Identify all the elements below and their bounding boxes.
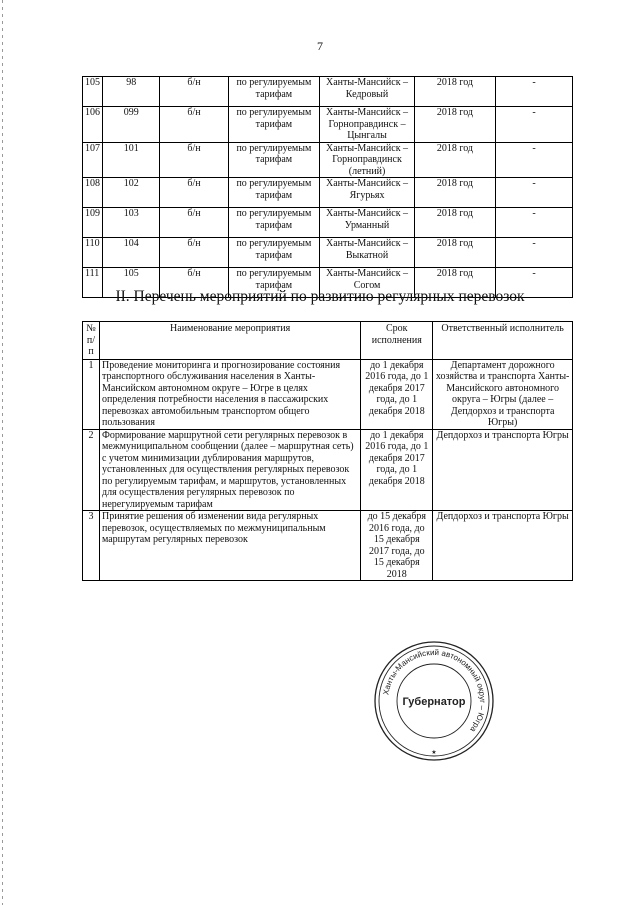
route-type: по регулируемым тарифам xyxy=(228,238,320,268)
route-name: Ханты-Мансийск – Урманный xyxy=(320,208,415,238)
measure-num: 2 xyxy=(83,429,100,511)
route-type: по регулируемым тарифам xyxy=(228,178,320,208)
section-title: II. Перечень мероприятий по развитию регулярных перевозок xyxy=(115,288,525,305)
measure-num: 3 xyxy=(83,511,100,581)
page-edge-line xyxy=(2,0,3,905)
route-year: 2018 год xyxy=(414,208,495,238)
measure-executor: Депдорхоз и транспорта Югры xyxy=(433,511,573,581)
seal-star: ★ xyxy=(431,750,437,756)
route-year: 2018 год xyxy=(414,178,495,208)
route-year: 2018 год xyxy=(414,268,495,298)
route-number: 101 xyxy=(103,142,160,178)
route-sign: б/н xyxy=(160,268,228,298)
measure-executor: Департамент дорожного хозяйства и транспорта Ханты-Мансийского автономного округа – Югры (далее – Депдорхоз и транспорта Югры) xyxy=(433,359,573,429)
route-note: - xyxy=(496,208,573,238)
measure-name: Проведение мониторинга и прогнозирование состояния транспортного обслуживания населения в Ханты-Мансийском автономном округе – Югре в целях определения потребности населения в пассажирских перевозках автомобильным транспортом общего пользования xyxy=(99,359,360,429)
route-number: 98 xyxy=(103,77,160,107)
route-year: 2018 год xyxy=(414,107,495,143)
route-index: 106 xyxy=(83,107,103,143)
route-type: по регулируемым тарифам xyxy=(228,268,320,298)
route-index: 109 xyxy=(83,208,103,238)
route-note: - xyxy=(496,238,573,268)
route-sign: б/н xyxy=(160,178,228,208)
route-index: 110 xyxy=(83,238,103,268)
route-type: по регулируемым тарифам xyxy=(228,107,320,143)
route-year: 2018 год xyxy=(414,238,495,268)
route-row xyxy=(83,77,573,107)
measure-term: до 1 декабря 2016 года, до 1 декабря 2017 года, до 1 декабря 2018 xyxy=(361,359,433,429)
route-name: Ханты-Мансийск – Кедровый xyxy=(320,77,415,107)
route-note: - xyxy=(496,142,573,178)
route-row xyxy=(83,208,573,238)
route-number: 104 xyxy=(103,238,160,268)
route-sign: б/н xyxy=(160,77,228,107)
governor-seal xyxy=(373,640,495,762)
route-number: 102 xyxy=(103,178,160,208)
route-name: Ханты-Мансийск – Горноправдинск – Цынгалы xyxy=(320,107,415,143)
route-number: 099 xyxy=(103,107,160,143)
route-name: Ханты-Мансийск – Ягурьях xyxy=(320,178,415,208)
route-type: по регулируемым тарифам xyxy=(228,142,320,178)
route-note: - xyxy=(496,178,573,208)
route-type: по регулируемым тарифам xyxy=(228,77,320,107)
seal-ring-text: Ханты-Мансийский автономный округ – Югра xyxy=(381,647,488,734)
measure-row xyxy=(83,359,573,429)
measures-table-body xyxy=(83,359,573,581)
measures-table xyxy=(82,321,573,581)
routes-table-body xyxy=(83,77,573,298)
route-name: Ханты-Мансийск – Согом xyxy=(320,268,415,298)
measure-name: Формирование маршрутной сети регулярных перевозок в межмуниципальном сообщении (далее – маршрутная сеть) с учетом минимизации дублирования маршрутов, установленных для осуществления регулярных перевозок по регулируемым тарифам, и маршрутов, установленных для осуществления регулярных перевозок по нерегулируемым тарифам xyxy=(99,429,360,511)
route-sign: б/н xyxy=(160,107,228,143)
route-index: 108 xyxy=(83,178,103,208)
page-number: 7 xyxy=(317,39,323,53)
header-name: Наименование мероприятия xyxy=(99,322,360,360)
route-note: - xyxy=(496,77,573,107)
header-term: Срок исполнения xyxy=(361,322,433,360)
measure-row xyxy=(83,429,573,511)
route-row xyxy=(83,178,573,208)
route-index: 111 xyxy=(83,268,103,298)
route-sign: б/н xyxy=(160,142,228,178)
route-note: - xyxy=(496,268,573,298)
route-index: 107 xyxy=(83,142,103,178)
measure-num: 1 xyxy=(83,359,100,429)
route-sign: б/н xyxy=(160,208,228,238)
route-name: Ханты-Мансийск – Горноправдинск (летний) xyxy=(320,142,415,178)
route-row xyxy=(83,142,573,178)
measure-row xyxy=(83,511,573,581)
measures-header-row xyxy=(83,322,573,360)
route-type: по регулируемым тарифам xyxy=(228,208,320,238)
route-number: 105 xyxy=(103,268,160,298)
measure-term: до 15 декабря 2016 года, до 15 декабря 2017 года, до 15 декабря 2018 xyxy=(361,511,433,581)
route-number: 103 xyxy=(103,208,160,238)
route-note: - xyxy=(496,107,573,143)
route-index: 105 xyxy=(83,77,103,107)
route-year: 2018 год xyxy=(414,142,495,178)
route-name: Ханты-Мансийск – Выкатной xyxy=(320,238,415,268)
measure-term: до 1 декабря 2016 года, до 1 декабря 2017 года, до 1 декабря 2018 xyxy=(361,429,433,511)
routes-table xyxy=(82,76,573,298)
measure-name: Принятие решения об изменении вида регулярных перевозок, осуществляемых по межмуниципальным маршрутам регулярных перевозок xyxy=(99,511,360,581)
seal-center-text: Губернатор xyxy=(402,696,466,708)
route-sign: б/н xyxy=(160,238,228,268)
measure-executor: Депдорхоз и транспорта Югры xyxy=(433,429,573,511)
header-executor: Ответственный исполнитель xyxy=(433,322,573,360)
route-row xyxy=(83,238,573,268)
route-year: 2018 год xyxy=(414,77,495,107)
route-row xyxy=(83,107,573,143)
header-num: № п/п xyxy=(83,322,100,360)
